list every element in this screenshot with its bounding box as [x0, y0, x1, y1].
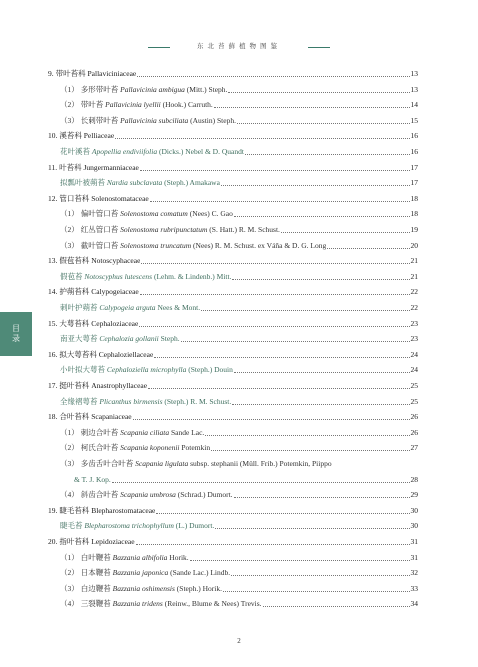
toc-family-entry[interactable]	[48, 318, 418, 330]
scientific-name: Bazzania oshimensis	[112, 583, 175, 593]
chinese-name: 白边鞭苔	[80, 583, 111, 593]
author-citation: subsp. stephanii (Müll. Frib.) Potemkin, Piippo	[190, 459, 332, 468]
entry-number: 10.	[48, 131, 58, 141]
entry-number: （3）	[60, 240, 79, 250]
toc-family-entry[interactable]	[48, 349, 418, 361]
toc-entry-title	[60, 208, 233, 220]
scientific-name: Bazzania japonica	[112, 568, 169, 578]
toc-species-entry[interactable]	[48, 84, 418, 96]
chinese-name: 截叶管口苔	[80, 240, 119, 250]
entry-number: （1）	[60, 209, 79, 219]
toc-species-entry[interactable]	[48, 474, 418, 486]
page-ref: 19	[410, 225, 418, 234]
page-ref: 14	[410, 100, 418, 110]
page-ref: 26	[410, 412, 418, 422]
entry-number: （1）	[60, 552, 79, 562]
chinese-name: 睫毛苔科	[59, 505, 90, 515]
chinese-name: 管口苔科	[59, 193, 90, 203]
author-citation: (Reinw., Blume & Nees) Trevis.	[164, 599, 262, 609]
author-citation: (Nees) R. M. Schust. ex Váňa & D. G. Long	[193, 240, 327, 250]
author-citation: (Steph.) R. M. Schust.	[164, 396, 232, 406]
toc-entry-title	[60, 333, 180, 345]
scientific-name: Apopellia endiviifolia	[91, 147, 158, 156]
toc-entry-title	[60, 552, 189, 564]
toc-species-entry[interactable]	[48, 598, 418, 610]
chinese-name: 柯氏合叶苔	[80, 443, 119, 453]
page-ref: 31	[410, 537, 418, 546]
entry-number: （3）	[60, 459, 79, 468]
entry-number: （4）	[60, 599, 79, 609]
author-citation: Potemkin	[181, 443, 211, 453]
dot-leader	[190, 559, 410, 561]
scientific-name: Cephaloziellaceae	[98, 349, 154, 359]
page-ref: 13	[410, 69, 418, 78]
toc-family-entry[interactable]	[48, 380, 418, 392]
page-ref: 28	[410, 474, 418, 484]
scientific-name: Pallavicinia subciliata	[120, 115, 189, 125]
scientific-name: Jungermanniaceae	[83, 162, 139, 172]
scientific-name: Blepharostoma trichophyllum	[84, 521, 174, 531]
scientific-name: Plicanthus birmensis	[99, 396, 163, 406]
entry-number: （2）	[60, 225, 79, 234]
scientific-name: Anastrophyllaceae	[91, 381, 148, 390]
scientific-name: Calypogeiaceae	[91, 287, 139, 297]
chinese-name: 白叶鞭苔	[80, 552, 111, 562]
chinese-name: 南亚大萼苔	[60, 334, 98, 344]
dot-leader	[232, 403, 409, 405]
page-ref: 16	[410, 147, 418, 156]
dot-leader	[181, 340, 410, 342]
author-citation: Horik.	[169, 552, 189, 562]
toc-entry-title	[48, 380, 147, 392]
page-ref: 23	[410, 318, 418, 328]
toc-family-entry[interactable]	[48, 255, 418, 267]
toc-entry-title	[48, 505, 155, 517]
toc-species-entry[interactable]	[48, 458, 418, 470]
toc-family-entry[interactable]	[48, 505, 418, 517]
chinese-name: 睫毛苔	[60, 521, 83, 531]
dot-leader	[201, 309, 409, 311]
author-citation: (Steph.) Horik.	[176, 583, 222, 593]
scientific-name: Cephaloziaceae	[91, 318, 139, 328]
dot-leader	[136, 543, 410, 545]
page-ref: 22	[410, 303, 418, 312]
page-ref: 30	[410, 521, 418, 531]
toc-entry-title	[60, 177, 220, 189]
toc-species-entry[interactable]	[48, 567, 418, 579]
dot-leader	[156, 512, 409, 514]
dot-leader	[148, 387, 409, 389]
toc-entry-title	[48, 286, 139, 298]
toc-entry-title	[74, 474, 111, 486]
author-citation: Sande Lac.	[170, 427, 205, 437]
dot-leader	[141, 262, 409, 264]
toc-entry-title	[48, 411, 132, 423]
dot-leader	[150, 200, 410, 202]
author-citation: (Nees) C. Gao	[189, 209, 233, 219]
dot-leader	[327, 247, 409, 249]
chinese-name: 带叶苔	[80, 100, 104, 110]
toc-entry-title	[60, 84, 227, 96]
page-ref: 25	[410, 396, 418, 406]
entry-number: （2）	[60, 443, 79, 453]
chinese-name: 拟大萼苔科	[59, 349, 97, 359]
chinese-name: 大萼苔科	[59, 318, 90, 328]
dot-leader	[221, 184, 410, 186]
scientific-name: Notoscyphaceae	[91, 256, 141, 266]
dot-leader	[234, 215, 410, 217]
toc-species-entry[interactable]	[48, 146, 418, 158]
page-number: 2	[237, 637, 241, 645]
dot-leader	[215, 527, 409, 529]
entry-number: 15.	[48, 318, 58, 328]
dot-leader	[234, 496, 410, 498]
author-citation: (Steph.) Amakawa	[164, 178, 220, 188]
entry-number: 17.	[48, 381, 58, 390]
header-rule-right	[308, 47, 330, 48]
page-ref: 24	[410, 349, 418, 359]
page-ref: 29	[410, 490, 418, 500]
page-ref: 33	[410, 583, 418, 593]
scientific-name: Pallavicinia lyellii	[105, 100, 161, 110]
scientific-name: Solenostoma rubripunctatum	[120, 225, 208, 234]
scientific-name: Scapania ligulata	[135, 459, 189, 468]
toc-entry-title	[60, 146, 244, 158]
toc-species-entry[interactable]	[48, 271, 418, 283]
toc-entry-title	[60, 302, 200, 314]
toc-entry-title	[60, 240, 326, 252]
chinese-name: 三裂鞭苔	[80, 599, 111, 609]
scientific-name: Scapania umbrosa	[120, 490, 176, 500]
toc-entry-title	[48, 193, 149, 205]
chinese-name: 斜齿合叶苔	[80, 490, 119, 500]
chinese-name: 多形带叶苔	[80, 84, 119, 94]
dot-leader	[231, 574, 409, 576]
page-ref: 18	[410, 193, 418, 203]
toc-species-entry[interactable]	[48, 364, 418, 376]
scientific-name: Scapania ciliata	[120, 427, 170, 437]
toc-species-entry[interactable]	[48, 396, 418, 408]
scientific-name: Bazzania tridens	[112, 599, 163, 609]
page-ref: 17	[410, 162, 418, 172]
chinese-name: 带叶苔科	[55, 69, 86, 78]
toc-entry-title	[60, 489, 233, 501]
page-ref: 18	[410, 209, 418, 219]
author-citation: (Lehm. & Lindenb.) Mitt.	[153, 271, 232, 281]
chinese-name: 拟瓢叶被蒴苔	[60, 178, 105, 188]
toc-species-entry[interactable]	[48, 333, 418, 345]
scientific-name: Notoscyphus lutescens	[84, 271, 153, 281]
entry-number: （3）	[60, 115, 79, 125]
toc-entry-title	[60, 567, 230, 579]
page-ref: 25	[410, 381, 418, 390]
dot-leader	[137, 75, 409, 77]
entry-number: （1）	[60, 84, 79, 94]
author-citation: (Mitt.) Steph.	[186, 84, 228, 94]
toc-entry-title	[48, 318, 138, 330]
chinese-name: 全缘褶萼苔	[60, 396, 98, 406]
toc-entry-title	[48, 349, 153, 361]
running-header	[148, 42, 330, 52]
dot-leader	[232, 278, 409, 280]
toc-family-entry[interactable]	[48, 286, 418, 298]
author-citation: (Steph.) Douin	[188, 365, 233, 375]
page-ref: 26	[410, 427, 418, 437]
dot-leader	[211, 449, 409, 451]
toc-entry-title	[60, 364, 233, 376]
dot-leader	[140, 293, 410, 295]
entry-number: 18.	[48, 412, 58, 422]
toc-entry-title	[60, 115, 236, 127]
chinese-name: 刺叶护蒴苔	[60, 303, 98, 312]
toc-entry-title	[60, 427, 204, 439]
page-ref: 15	[410, 115, 418, 125]
scientific-name: Scapania koponenii	[120, 443, 180, 453]
scientific-name: Bazzania albifolia	[112, 552, 168, 562]
chinese-name: 红丛管口苔	[80, 225, 119, 234]
entry-number: （3）	[60, 583, 79, 593]
author-citation: (Hook.) Carruth.	[162, 100, 213, 110]
dot-leader	[112, 481, 410, 483]
author-citation: Nees & Mont.	[157, 303, 201, 312]
scientific-name: Blepharostomataceae	[91, 505, 156, 515]
chinese-name: 溪苔科	[59, 131, 82, 141]
toc-entry-title	[60, 583, 222, 595]
scientific-name: Pallaviciniaceae	[87, 69, 137, 78]
toc-species-entry[interactable]	[48, 240, 418, 252]
scientific-name: Solenostoma truncatum	[120, 240, 192, 250]
scientific-name: Pallavicinia ambigua	[120, 84, 185, 94]
toc-entry-title	[60, 598, 262, 610]
scientific-name: Solenostomataceae	[91, 193, 149, 203]
page-ref: 20	[410, 240, 418, 250]
page-ref: 16	[410, 131, 418, 141]
toc-entry-title	[48, 130, 114, 142]
entry-number: 14.	[48, 287, 58, 297]
dot-leader	[228, 91, 409, 93]
toc-species-entry[interactable]	[48, 224, 418, 236]
scientific-name: Lepidoziaceae	[91, 537, 135, 546]
chinese-name: 护蒴苔科	[59, 287, 90, 297]
toc-entry-title	[48, 162, 139, 174]
toc-species-entry[interactable]	[48, 208, 418, 220]
author-citation: (L.) Dumort.	[175, 521, 215, 531]
toc-species-entry[interactable]	[48, 489, 418, 501]
dot-leader	[245, 153, 410, 155]
dot-leader	[140, 169, 410, 171]
page-ref: 30	[410, 505, 418, 515]
entry-number: （1）	[60, 427, 79, 437]
toc-entry-title	[60, 99, 213, 111]
author-citation: (Schrad.) Dumort.	[177, 490, 233, 500]
toc-species-entry[interactable]	[48, 427, 418, 439]
author-citation: (Sande Lac.) Lindb.	[170, 568, 231, 578]
page-ref: 27	[410, 443, 418, 453]
author-citation: (S. Hatt.) R. M. Schust.	[209, 225, 280, 234]
page-ref: 21	[410, 256, 418, 266]
scientific-name: Cephalozia gollanii	[99, 334, 159, 344]
scientific-name: Cephaloziella microphylla	[106, 365, 187, 375]
chinese-name: 合叶苔科	[59, 412, 90, 422]
chinese-name: 多齿舌叶合叶苔	[80, 459, 134, 468]
entry-number: （4）	[60, 490, 79, 500]
toc-species-entry[interactable]	[48, 583, 418, 595]
chinese-name: 刺边合叶苔	[80, 427, 119, 437]
chinese-name: 叶苔科	[59, 162, 82, 172]
scientific-name: Pelliaceae	[83, 131, 115, 141]
scientific-name: Calypogeia arguta	[99, 303, 156, 312]
toc-entry-title	[60, 224, 280, 236]
chinese-name: 日本鞭苔	[80, 568, 111, 578]
toc-family-entry[interactable]	[48, 162, 418, 174]
toc-family-entry[interactable]	[48, 536, 418, 548]
entry-number: 12.	[48, 193, 58, 203]
toc-entry-title	[60, 458, 332, 470]
entry-number: 19.	[48, 505, 58, 515]
scientific-name: Scapaniaceae	[91, 412, 132, 422]
entry-number: 20.	[48, 537, 58, 546]
scientific-name: Solenostoma comatum	[120, 209, 188, 219]
dot-leader	[154, 356, 409, 358]
dot-leader	[263, 605, 410, 607]
page-ref: 17	[410, 178, 418, 188]
toc-species-entry[interactable]	[48, 99, 418, 111]
dot-leader	[223, 590, 410, 592]
toc-family-entry[interactable]	[48, 68, 418, 80]
chinese-name: 假苞苔	[60, 271, 83, 281]
entry-number: 11.	[48, 162, 58, 172]
chinese-name: 花叶溪苔	[60, 147, 90, 156]
dot-leader	[133, 418, 410, 420]
entry-number: （2）	[60, 100, 79, 110]
page-ref: 21	[410, 271, 418, 281]
toc-entry-title	[48, 255, 140, 267]
dot-leader	[139, 325, 409, 327]
chinese-name: 小叶拟大萼苔	[60, 365, 105, 375]
toc-entry-title	[48, 536, 135, 548]
author-citation: & T. J. Kop.	[74, 474, 111, 484]
scientific-name: Nardia subclavata	[106, 178, 163, 188]
toc-family-entry[interactable]	[48, 130, 418, 142]
dot-leader	[281, 231, 410, 233]
chinese-name: 挺叶苔科	[59, 381, 90, 390]
dot-leader	[214, 106, 410, 108]
chinese-name: 指叶苔科	[59, 537, 90, 546]
page-ref: 22	[410, 287, 418, 297]
header-title: 东北苔藓植物图鉴	[197, 43, 281, 50]
toc-entry-title	[60, 442, 210, 454]
author-citation: Steph.	[160, 334, 180, 344]
toc-entry-title	[48, 68, 136, 80]
toc-entry-title	[60, 396, 231, 408]
dot-leader	[234, 371, 410, 373]
page-ref: 34	[410, 599, 418, 609]
toc-species-entry[interactable]	[48, 302, 418, 314]
page-ref: 13	[410, 84, 418, 94]
dot-leader	[237, 122, 410, 124]
toc-species-entry[interactable]	[48, 177, 418, 189]
entry-number: 13.	[48, 256, 58, 266]
toc-entry-title	[60, 520, 214, 532]
chinese-name: 假苞苔科	[59, 256, 90, 266]
toc-species-entry[interactable]	[48, 520, 418, 532]
page-ref: 31	[410, 552, 418, 562]
toc-family-entry[interactable]	[48, 193, 418, 205]
toc-family-entry[interactable]	[48, 411, 418, 423]
chinese-name: 偏叶管口苔	[80, 209, 119, 219]
dot-leader	[115, 137, 409, 139]
side-tab-contents[interactable]: 目录	[0, 312, 32, 356]
author-citation: (Dicks.) Nebel & D. Quandt	[158, 147, 244, 156]
entry-number: 9.	[48, 69, 54, 78]
entry-number: 16.	[48, 349, 58, 359]
page-ref: 32	[410, 568, 418, 578]
page-ref: 23	[410, 334, 418, 344]
chinese-name: 长刺带叶苔	[80, 115, 119, 125]
toc-entry-title	[60, 271, 231, 283]
author-citation: (Austin) Steph.	[190, 115, 236, 125]
toc-species-entry[interactable]	[48, 115, 418, 127]
entry-number: （2）	[60, 568, 79, 578]
toc-species-entry[interactable]	[48, 442, 418, 454]
dot-leader	[205, 434, 409, 436]
page-ref: 24	[410, 365, 418, 375]
toc-species-entry[interactable]	[48, 552, 418, 564]
